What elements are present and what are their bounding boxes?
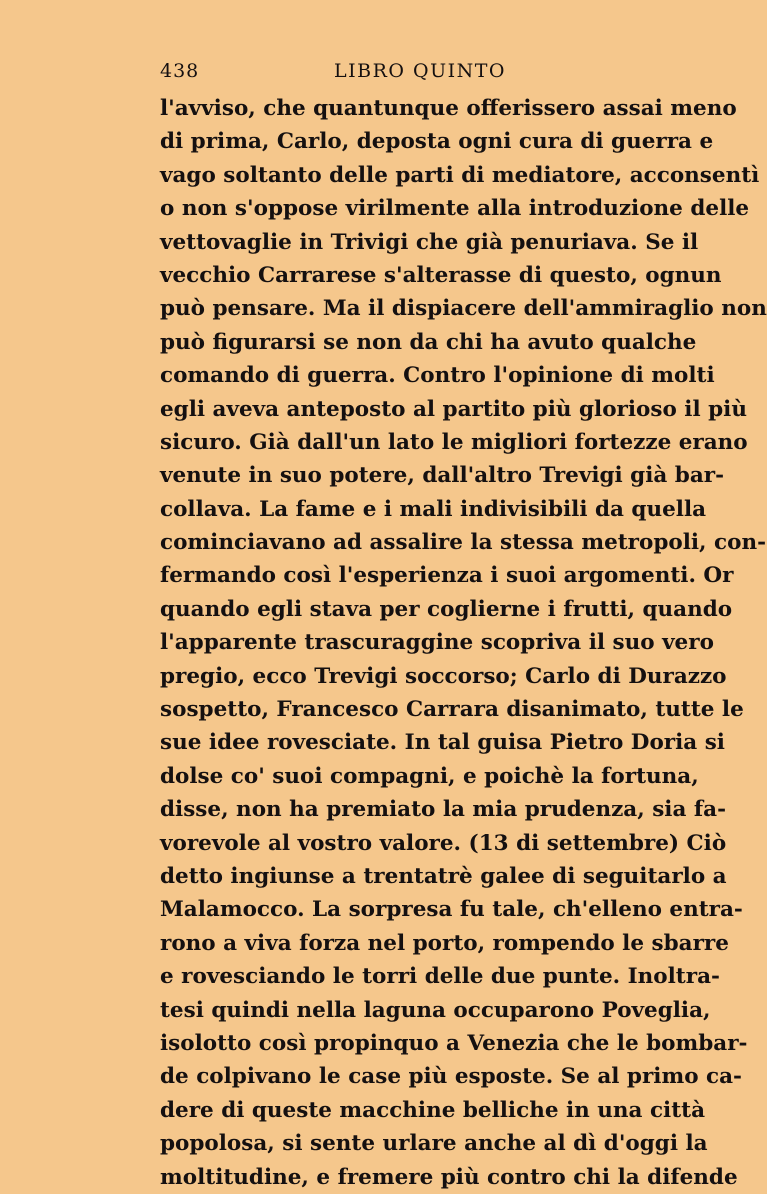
text-line: e rovesciando le torri delle due punte. Inoltra-: [160, 964, 720, 990]
body-text: [160, 92, 767, 1194]
text-line: l'apparente trascuraggine scopriva il suo vero: [160, 630, 714, 656]
text-line: dolse co' suoi compagni, e poichè la fortuna,: [160, 763, 699, 789]
text-line: de colpivano le case più esposte. Se al primo ca-: [160, 1064, 742, 1090]
text-line: rono a viva forza nel porto, rompendo le sbarre: [160, 930, 729, 956]
text-line: isolotto così propinquo a Venezia che le bombar-: [160, 1030, 748, 1056]
text-line: di prima, Carlo, deposta ogni cura di guerra e: [160, 129, 714, 155]
page-header: [160, 58, 680, 92]
text-line: l'avviso, che quantunque offerissero assai meno: [160, 96, 737, 121]
text-line: cominciavano ad assalire la stessa metropoli, con-: [160, 530, 767, 556]
running-title: LIBRO QUINTO: [334, 60, 506, 82]
text-line: vecchio Carrarese s'alterasse di questo, ognun: [160, 262, 722, 288]
text-line: disse, non ha premiato la mia prudenza, sia fa-: [160, 797, 726, 823]
text-line: fermando così l'esperienza i suoi argomenti. Or: [160, 563, 734, 589]
text-line: sicuro. Già dall'un lato le migliori fortezze erano: [160, 429, 748, 455]
book-page: [160, 58, 767, 1194]
text-line: venute in suo potere, dall'altro Trevigi già bar-: [160, 463, 725, 489]
text-line: vago soltanto delle parti di mediatore, acconsentì: [160, 162, 760, 188]
text-line: dere di queste macchine belliche in una città: [160, 1097, 706, 1123]
text-line: moltitudine, e fremere più contro chi la difende: [160, 1164, 738, 1190]
text-line: sospetto, Francesco Carrara disanimato, tutte le: [160, 697, 744, 723]
text-line: può figurarsi se non da chi ha avuto qualche: [160, 329, 697, 355]
text-line: sue idee rovesciate. In tal guisa Pietro Doria si: [160, 730, 725, 756]
text-line: Malamocco. La sorpresa fu tale, ch'elleno entra-: [160, 897, 743, 923]
text-line: vettovaglie in Trivigi che già penuriava. Se il: [160, 229, 699, 255]
text-line: tesi quindi nella laguna occuparono Poveglia,: [160, 997, 711, 1023]
text-line: può pensare. Ma il dispiacere dell'ammiraglio non: [160, 296, 767, 322]
text-line: popolosa, si sente urlare anche al dì d'oggi la: [160, 1131, 708, 1157]
text-line: detto ingiunse a trentatrè galee di seguitarlo a: [160, 863, 727, 889]
text-line: egli aveva anteposto al partito più glorioso il più: [160, 396, 747, 422]
text-line: comando di guerra. Contro l'opinione di molti: [160, 363, 715, 389]
text-line: pregio, ecco Trevigi soccorso; Carlo di Durazzo: [160, 663, 727, 689]
text-line: collava. La fame e i mali indivisibili da quella: [160, 496, 707, 522]
page-number: 438: [160, 60, 200, 82]
text-line: vorevole al vostro valore. (13 di settembre) Ciò: [160, 830, 727, 856]
text-line: o non s'oppose virilmente alla introduzione delle: [160, 196, 750, 222]
text-line: quando egli stava per coglierne i frutti, quando: [160, 596, 733, 622]
